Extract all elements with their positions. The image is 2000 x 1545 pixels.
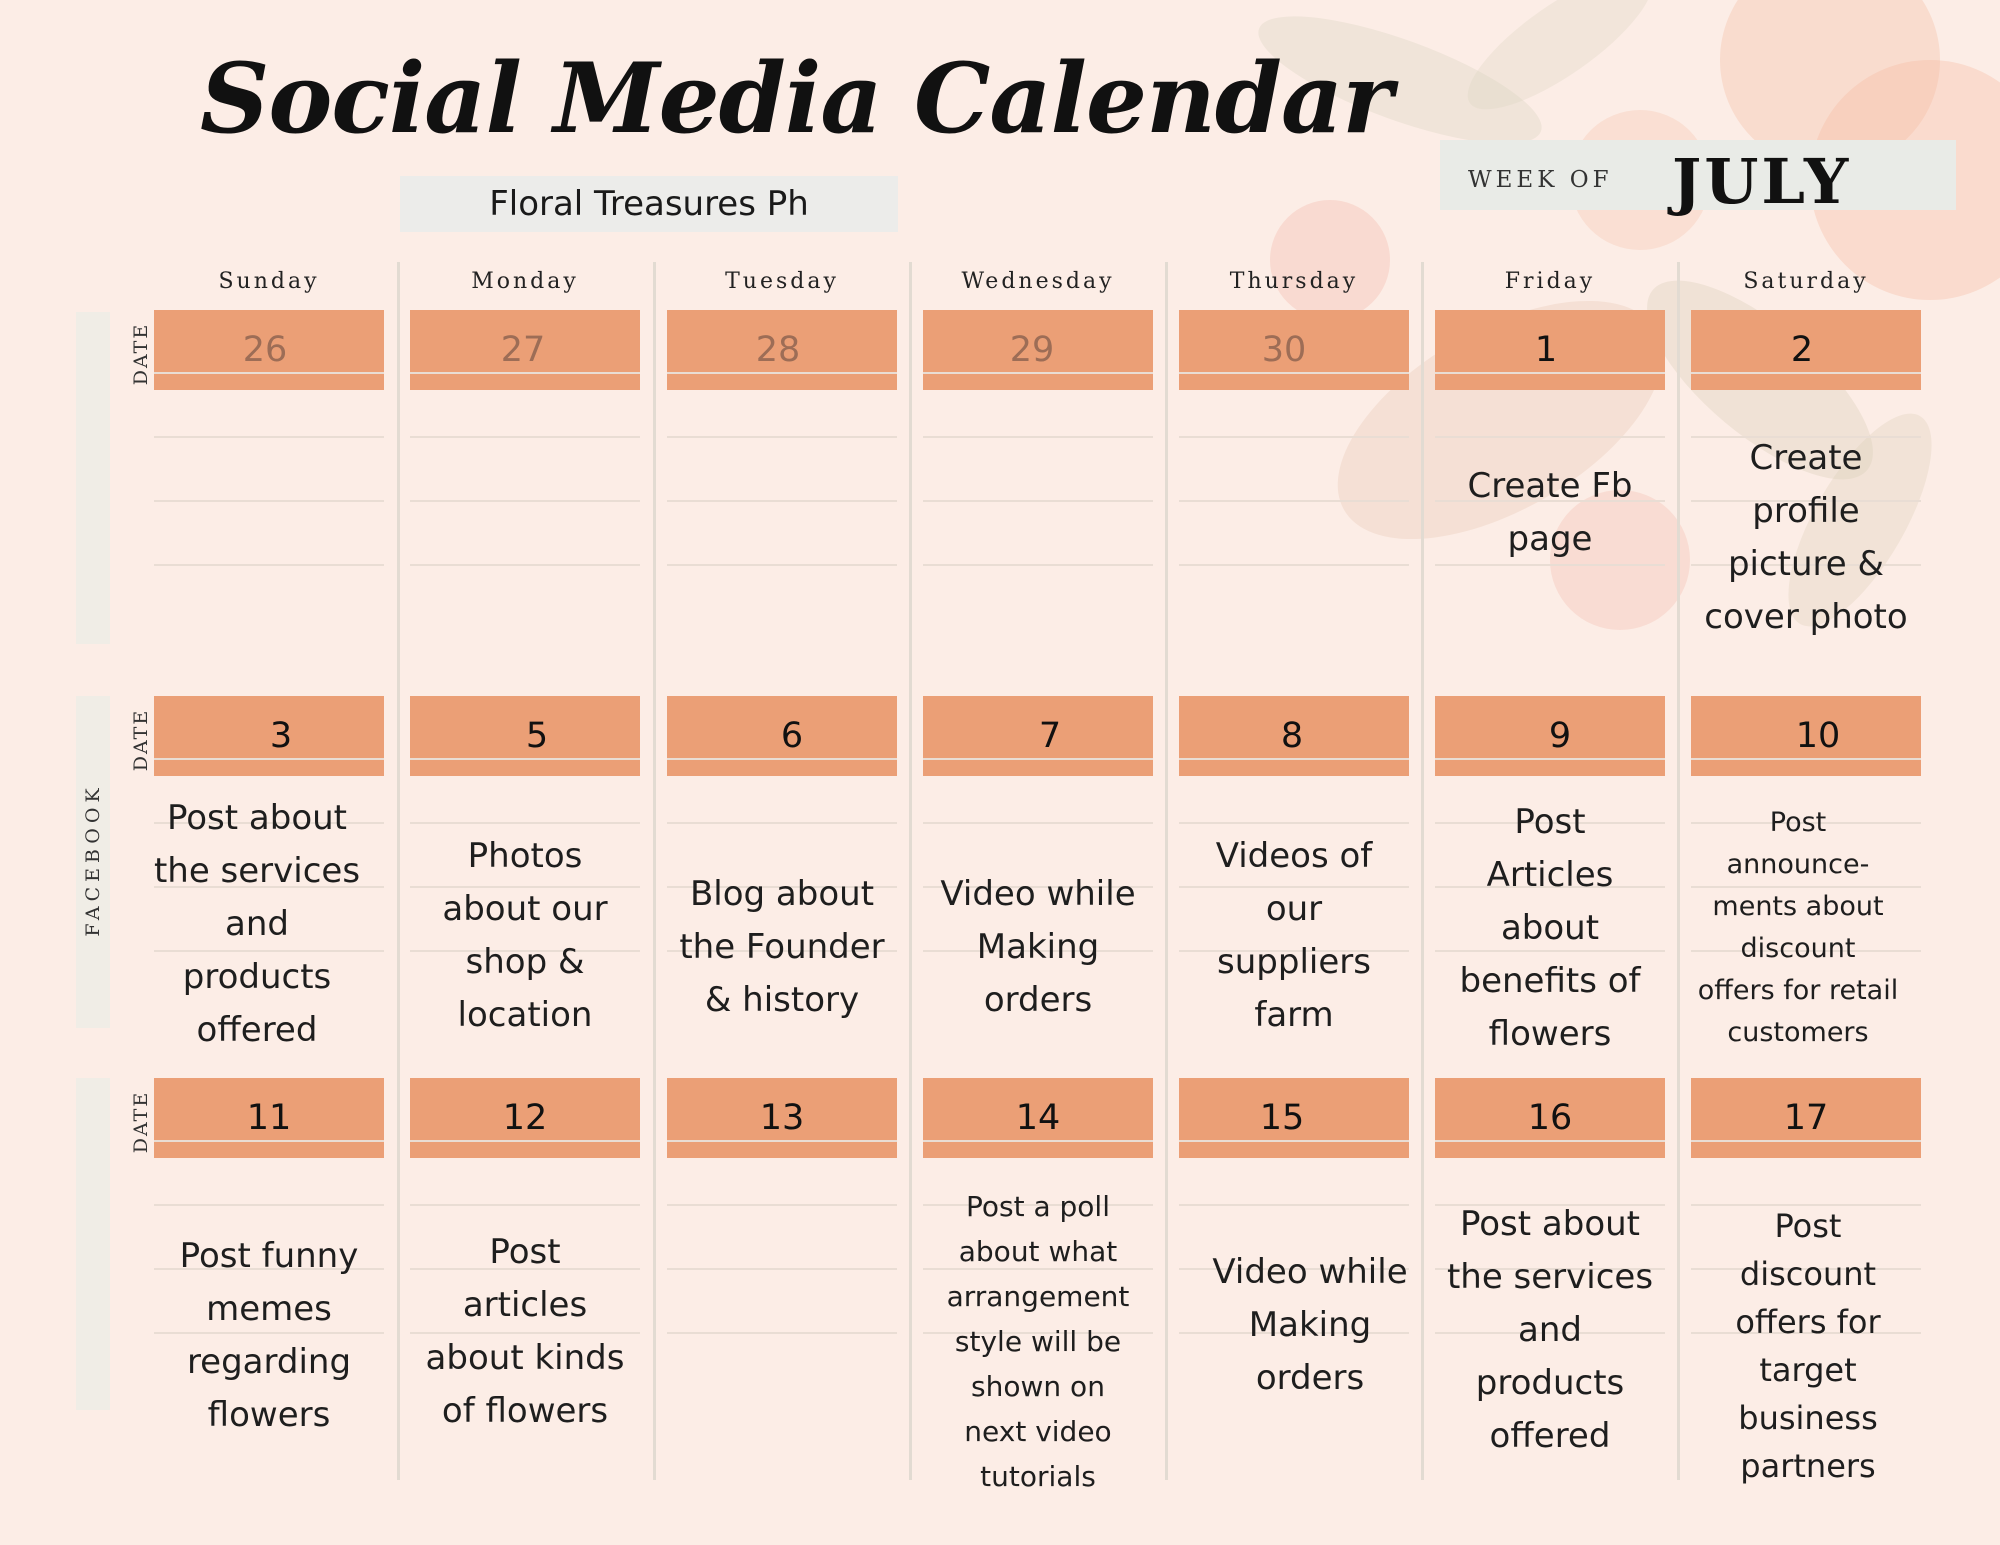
task-text: Post articles about kinds of flowers	[425, 1232, 625, 1431]
sidebar-band-week-3	[76, 1078, 110, 1410]
day-cell[interactable]	[923, 310, 1153, 682]
writing-line	[410, 564, 640, 566]
writing-line	[1435, 1140, 1665, 1142]
day-cell[interactable]	[667, 1078, 897, 1450]
writing-line	[154, 564, 384, 566]
day-cell[interactable]	[667, 310, 897, 682]
date-number: 28	[755, 330, 801, 370]
day-cell[interactable]	[1691, 310, 1921, 682]
day-header-wednesday: Wednesday	[961, 269, 1115, 294]
writing-line	[154, 758, 384, 760]
date-header-box	[923, 310, 1153, 390]
date-header-box	[410, 1078, 640, 1158]
writing-line	[667, 822, 897, 824]
writing-line	[1179, 758, 1409, 760]
date-header-box	[154, 696, 384, 776]
writing-line	[667, 564, 897, 566]
writing-line	[667, 500, 897, 502]
writing-line	[1691, 758, 1921, 760]
writing-line	[154, 436, 384, 438]
writing-line	[1435, 758, 1665, 760]
platform-label: FACEBOOK	[82, 783, 104, 937]
writing-line	[410, 758, 640, 760]
date-number: 11	[246, 1098, 292, 1138]
date-label-week-3: DATE	[130, 1090, 152, 1154]
writing-line	[1435, 436, 1665, 438]
day-header-monday: Monday	[471, 269, 579, 294]
writing-line	[1179, 822, 1409, 824]
date-number: 15	[1259, 1098, 1305, 1138]
writing-line	[1179, 564, 1409, 566]
day-cell[interactable]	[154, 1078, 384, 1450]
date-number: 14	[1015, 1098, 1061, 1138]
writing-line	[1691, 372, 1921, 374]
date-header-box	[667, 310, 897, 390]
writing-line	[1179, 372, 1409, 374]
writing-line	[923, 564, 1153, 566]
column-divider	[653, 262, 656, 1480]
date-header-box	[923, 696, 1153, 776]
date-number: 7	[1038, 716, 1062, 756]
week-of-label: WEEK OF	[1468, 167, 1613, 193]
task-text: Post announce- ments about discount offers for retail customers	[1697, 807, 1899, 1048]
date-header-box	[410, 696, 640, 776]
writing-line	[410, 436, 640, 438]
task-text: Post funny memes regarding flowers	[179, 1236, 359, 1435]
task-text: Create Fb page	[1467, 466, 1633, 559]
writing-line	[923, 822, 1153, 824]
day-header-sunday: Sunday	[218, 269, 320, 294]
writing-line	[923, 758, 1153, 760]
date-number: 9	[1548, 716, 1572, 756]
writing-line	[1179, 436, 1409, 438]
writing-line	[1179, 1204, 1409, 1206]
day-header-saturday: Saturday	[1743, 269, 1869, 294]
writing-line	[923, 500, 1153, 502]
day-cell[interactable]	[1435, 696, 1665, 1068]
task-text: Video while Making orders	[940, 874, 1136, 1020]
task-text: Post about the services and products offered	[153, 798, 361, 1050]
date-number: 29	[1009, 330, 1055, 370]
date-header-box	[410, 310, 640, 390]
day-header-friday: Friday	[1504, 269, 1596, 294]
column-divider	[1677, 262, 1680, 1480]
task-text: Blog about the Founder & history	[679, 874, 885, 1020]
writing-line	[1691, 1140, 1921, 1142]
date-header-box	[154, 1078, 384, 1158]
date-header-box	[667, 1078, 897, 1158]
task-text: Video while Making orders	[1212, 1252, 1408, 1398]
date-header-box	[1691, 310, 1921, 390]
writing-line	[667, 758, 897, 760]
date-header-box	[1435, 310, 1665, 390]
date-number: 10	[1795, 716, 1841, 756]
day-cell[interactable]	[667, 696, 897, 1068]
date-number: 26	[242, 330, 288, 370]
writing-line	[923, 436, 1153, 438]
date-number: 5	[525, 716, 549, 756]
day-cell[interactable]	[1691, 1078, 1921, 1485]
day-cell[interactable]	[1179, 1078, 1409, 1450]
day-cell[interactable]	[923, 1078, 1153, 1493]
date-number: 27	[500, 330, 546, 370]
writing-line	[410, 1204, 640, 1206]
date-header-box	[923, 1078, 1153, 1158]
task-text: Create profile picture & cover photo	[1704, 438, 1908, 637]
day-cell[interactable]	[410, 310, 640, 682]
day-cell[interactable]	[154, 310, 384, 682]
date-number: 8	[1280, 716, 1304, 756]
date-number: 6	[780, 716, 804, 756]
task-text: Post Articles about benefits of flowers	[1459, 802, 1641, 1054]
sidebar-band-week-1	[76, 312, 110, 644]
date-number: 12	[502, 1098, 548, 1138]
date-number: 13	[759, 1098, 805, 1138]
date-header-box	[1435, 696, 1665, 776]
day-cell[interactable]	[1179, 696, 1409, 1068]
date-number: 1	[1534, 330, 1558, 370]
writing-line	[667, 1268, 897, 1270]
day-cell[interactable]	[410, 1078, 640, 1450]
date-label-week-2: DATE	[130, 708, 152, 772]
page-title: Social Media Calendar	[200, 42, 1392, 155]
writing-line	[667, 1332, 897, 1334]
column-divider	[909, 262, 912, 1480]
writing-line	[923, 372, 1153, 374]
business-name: Floral Treasures Ph	[489, 184, 809, 224]
day-header-thursday: Thursday	[1229, 269, 1359, 294]
task-text: Photos about our shop & location	[442, 836, 608, 1035]
writing-line	[154, 372, 384, 374]
day-header-tuesday: Tuesday	[725, 269, 839, 294]
task-text: Videos of our suppliers farm	[1215, 836, 1373, 1035]
writing-line	[154, 1140, 384, 1142]
date-number: 3	[269, 716, 293, 756]
date-label-week-1: DATE	[130, 322, 152, 386]
date-number: 2	[1790, 330, 1814, 370]
day-cell[interactable]	[923, 696, 1153, 1068]
day-cell[interactable]	[1691, 696, 1921, 1068]
task-text: Post discount offers for target business partners	[1735, 1207, 1881, 1485]
writing-line	[154, 1204, 384, 1206]
writing-line	[154, 500, 384, 502]
task-text: Post a poll about what arrangement style will be shown on next video tutorials	[946, 1190, 1130, 1493]
writing-line	[667, 436, 897, 438]
writing-line	[667, 1204, 897, 1206]
day-cell[interactable]	[154, 696, 384, 1068]
day-cell[interactable]	[1435, 310, 1665, 682]
day-cell[interactable]	[1435, 1078, 1665, 1456]
date-header-box	[1179, 1078, 1409, 1158]
business-name-box	[400, 176, 898, 232]
date-header-box	[667, 696, 897, 776]
writing-line	[1435, 372, 1665, 374]
date-header-box	[154, 310, 384, 390]
writing-line	[1179, 500, 1409, 502]
date-number: 30	[1261, 330, 1307, 370]
writing-line	[923, 1140, 1153, 1142]
day-cell[interactable]	[410, 696, 640, 1068]
date-header-box	[1435, 1078, 1665, 1158]
task-text: Post about the services and products offered	[1446, 1204, 1654, 1456]
date-header-box	[1179, 696, 1409, 776]
writing-line	[410, 500, 640, 502]
column-divider	[1165, 262, 1168, 1480]
week-month: JULY	[1672, 145, 1852, 218]
writing-line	[667, 372, 897, 374]
date-header-box	[1691, 1078, 1921, 1158]
date-number: 16	[1527, 1098, 1573, 1138]
writing-line	[410, 372, 640, 374]
writing-line	[410, 822, 640, 824]
date-number: 17	[1783, 1098, 1829, 1138]
writing-line	[410, 1140, 640, 1142]
column-divider	[397, 262, 400, 1480]
day-cell[interactable]	[1179, 310, 1409, 682]
writing-line	[1179, 1140, 1409, 1142]
date-header-box	[1691, 696, 1921, 776]
writing-line	[667, 1140, 897, 1142]
date-header-box	[1179, 310, 1409, 390]
